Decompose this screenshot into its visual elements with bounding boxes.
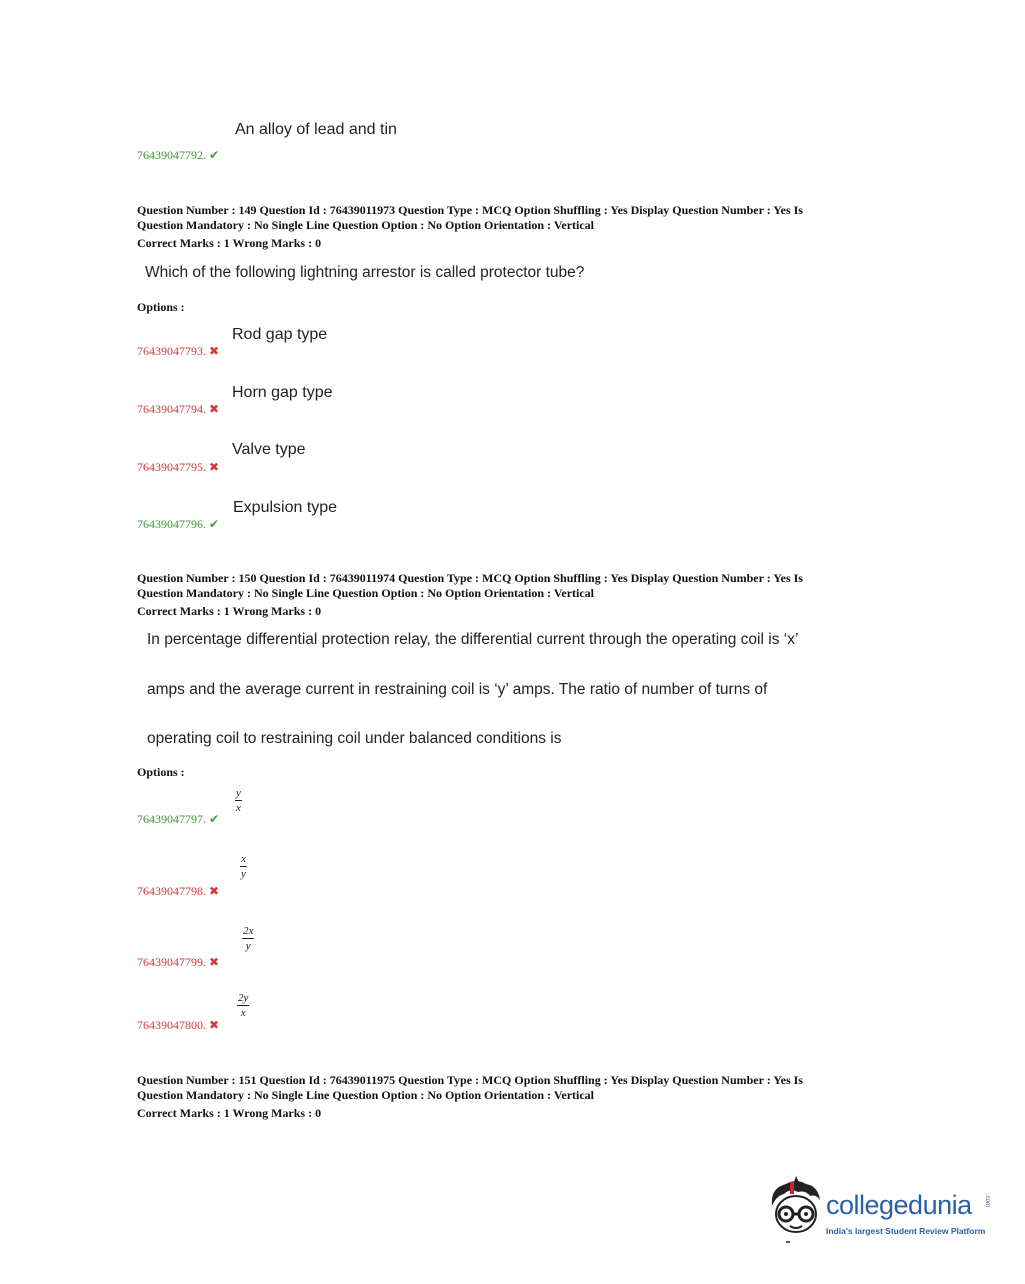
mascot-icon bbox=[766, 1176, 826, 1246]
meta-line: Correct Marks : 1 Wrong Marks : 0 bbox=[137, 604, 322, 618]
option-id bbox=[137, 402, 219, 417]
fraction-option bbox=[242, 924, 254, 953]
meta-line: Question Number : 151 Question Id : 76439011975 Question Type : MCQ Option Shuffling : Yes Display Question Number : Yes Is bbox=[137, 1073, 803, 1087]
option-id bbox=[137, 344, 219, 359]
option-id-text: 76439047798. bbox=[137, 884, 206, 898]
option-id bbox=[137, 812, 219, 827]
option-id-text: 76439047796. bbox=[137, 517, 206, 531]
option-id-text: 76439047800. bbox=[137, 1018, 206, 1032]
wrong-cross-icon: ✖ bbox=[209, 344, 220, 358]
question-text-line: operating coil to restraining coil under balanced conditions is bbox=[147, 730, 562, 747]
correct-check-icon: ✔ bbox=[209, 148, 220, 162]
fraction-option bbox=[237, 991, 249, 1020]
question-text-149: Which of the following lightning arrestor is called protector tube? bbox=[145, 264, 585, 281]
option-id bbox=[137, 955, 219, 970]
option-id bbox=[137, 1018, 219, 1033]
meta-line: Question Mandatory : No Single Line Question Option : No Option Orientation : Vertical bbox=[137, 1088, 595, 1102]
meta-line: Question Mandatory : No Single Line Question Option : No Option Orientation : Vertical bbox=[137, 218, 595, 232]
wrong-cross-icon: ✖ bbox=[209, 955, 220, 969]
fraction-numerator: 2x bbox=[243, 925, 254, 937]
meta-line: Correct Marks : 1 Wrong Marks : 0 bbox=[137, 236, 322, 250]
option-id-text: 76439047794. bbox=[137, 402, 206, 416]
fraction-denominator: y bbox=[241, 868, 246, 880]
fraction-option bbox=[240, 852, 247, 881]
option-id bbox=[137, 517, 219, 532]
meta-line: Question Number : 149 Question Id : 76439011973 Question Type : MCQ Option Shuffling : Yes Display Question Number : Yes Is bbox=[137, 203, 803, 217]
fraction-denominator: x bbox=[236, 802, 241, 814]
fraction-numerator: 2y bbox=[238, 992, 249, 1004]
fraction-denominator: x bbox=[240, 1007, 246, 1019]
option-id-text: 76439047795. bbox=[137, 460, 206, 474]
option-id-text: 76439047792. bbox=[137, 148, 206, 162]
collegedunia-logo bbox=[766, 1176, 996, 1246]
options-label: Options : bbox=[137, 300, 185, 314]
correct-check-icon: ✔ bbox=[209, 812, 220, 826]
option-id-text: 76439047797. bbox=[137, 812, 206, 826]
question-text-line: In percentage differential protection relay, the differential current through the operating coil is ‘x’ bbox=[147, 631, 799, 648]
options-label: Options : bbox=[137, 765, 185, 779]
fraction-numerator: x bbox=[241, 853, 246, 865]
meta-line: Question Number : 150 Question Id : 76439011974 Question Type : MCQ Option Shuffling : Yes Display Question Number : Yes Is bbox=[137, 571, 803, 585]
option-text: Valve type bbox=[232, 441, 306, 458]
option-text: Horn gap type bbox=[232, 384, 333, 401]
brand-com: .com bbox=[984, 1194, 990, 1208]
option-text: Expulsion type bbox=[233, 499, 338, 516]
question-text-line: amps and the average current in restraining coil is ‘y’ amps. The ratio of number of turns of bbox=[147, 681, 768, 698]
question-meta-151 bbox=[137, 1073, 897, 1121]
wrong-cross-icon: ✖ bbox=[209, 1018, 220, 1032]
fraction-denominator: y bbox=[245, 940, 251, 952]
question-meta-150 bbox=[137, 571, 897, 619]
option-id-text: 76439047793. bbox=[137, 344, 206, 358]
option-id bbox=[137, 884, 219, 899]
option-id bbox=[137, 460, 219, 475]
wrong-cross-icon: ✖ bbox=[209, 460, 220, 474]
option-id bbox=[137, 148, 219, 163]
option-text: Rod gap type bbox=[232, 326, 328, 343]
option-text: An alloy of lead and tin bbox=[235, 121, 397, 138]
question-meta-149 bbox=[137, 203, 897, 251]
meta-line: Question Mandatory : No Single Line Question Option : No Option Orientation : Vertical bbox=[137, 586, 595, 600]
brand-name: collegedunia bbox=[826, 1190, 972, 1220]
brand-tagline: India's largest Student Review Platform bbox=[826, 1226, 986, 1236]
wrong-cross-icon: ✖ bbox=[209, 884, 220, 898]
meta-line: Correct Marks : 1 Wrong Marks : 0 bbox=[137, 1106, 322, 1120]
wrong-cross-icon: ✖ bbox=[209, 402, 220, 416]
fraction-option bbox=[235, 786, 242, 815]
correct-check-icon: ✔ bbox=[209, 517, 220, 531]
fraction-numerator: y bbox=[236, 787, 241, 799]
option-id-text: 76439047799. bbox=[137, 955, 206, 969]
